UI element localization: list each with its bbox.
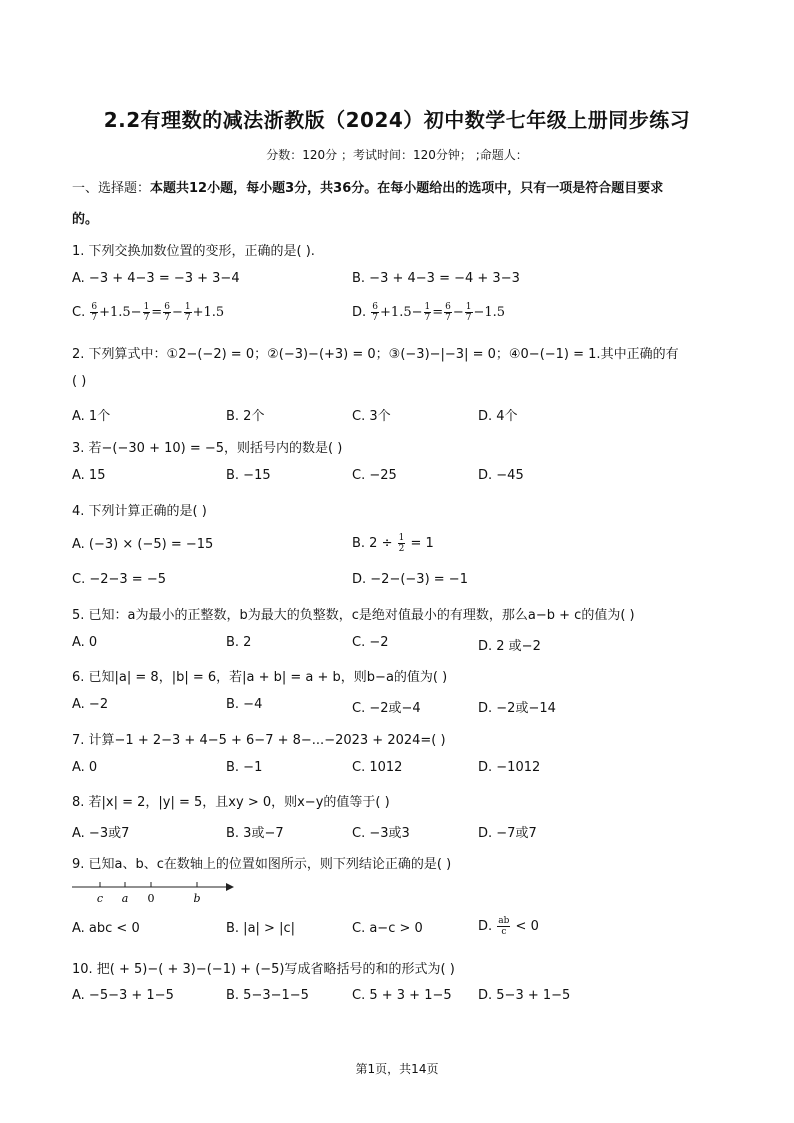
section-desc-cont: 的。 xyxy=(72,212,99,227)
q7-option-d[interactable]: D. −1012 xyxy=(478,760,541,775)
q8-option-b[interactable]: B. 3或−7 xyxy=(226,826,284,841)
q7-option-b[interactable]: B. −1 xyxy=(226,760,263,775)
label-b: b xyxy=(193,892,201,905)
q1d-frac-1: $\frac{6}{7}$ xyxy=(372,302,379,323)
q3-option-a[interactable]: A. 15 xyxy=(72,468,106,483)
q2-option-b[interactable]: B. 2个 xyxy=(226,409,265,424)
q1c-frac-2: $\frac{1}{7}$ xyxy=(143,302,150,323)
q1d-frac-2: $\frac{1}{7}$ xyxy=(424,302,431,323)
q1c-frac-1: $\frac{6}{7}$ xyxy=(91,302,98,323)
q8-option-a[interactable]: A. −3或7 xyxy=(72,826,130,841)
q10-option-c[interactable]: C. 5 + 3 + 1−5 xyxy=(352,988,452,1003)
q3-option-c[interactable]: C. −25 xyxy=(352,468,397,483)
q4-option-b[interactable]: B. 2 ÷ $\frac{1}{2}$ = 1 xyxy=(352,533,434,554)
question-5-stem: 5. 已知：a为最小的正整数，b为最大的负整数，c是绝对值最小的有理数，那么a−b + c的值为( ) xyxy=(72,608,635,623)
q7-option-c[interactable]: C. 1012 xyxy=(352,760,403,775)
q2-option-d[interactable]: D. 4个 xyxy=(478,409,518,424)
label-a: a xyxy=(121,892,129,905)
section-heading xyxy=(72,177,663,196)
number-line-figure xyxy=(68,876,238,910)
q8-option-c[interactable]: C. −3或3 xyxy=(352,826,410,841)
q1-option-c[interactable]: C. $\frac{6}{7}$ +1.5− $\frac{1}{7}$ = $\frac{6}{7}$ − $\frac{1}{7}$ +1.5 xyxy=(72,302,225,323)
label-c: c xyxy=(96,892,104,905)
question-9-stem: 9. 已知a、b、c在数轴上的位置如图所示，则下列结论正确的是( ) xyxy=(72,857,452,872)
q1-option-d[interactable]: D. $\frac{6}{7}$ +1.5− $\frac{1}{7}$ = $\frac{6}{7}$ − $\frac{1}{7}$ −1.5 xyxy=(352,302,506,323)
q4b-fraction: $\frac{1}{2}$ xyxy=(398,533,405,554)
q4-option-d[interactable]: D. −2−(−3) = −1 xyxy=(352,572,468,587)
question-6-stem: 6. 已知|a| = 8，|b| = 6，若|a + b| = a + b，则b−a的值为( ) xyxy=(72,670,448,685)
question-2-stem-cont: ( ) xyxy=(72,374,87,389)
q10-option-b[interactable]: B. 5−3−1−5 xyxy=(226,988,309,1003)
exam-info: 分数：120分 ；考试时间：120分钟； ;命题人： xyxy=(266,148,528,162)
q1c-frac-3: $\frac{6}{7}$ xyxy=(164,302,170,323)
q10-option-a[interactable]: A. −5−3 + 1−5 xyxy=(72,988,174,1003)
q4-option-c[interactable]: C. −2−3 = −5 xyxy=(72,572,166,587)
q6-option-b[interactable]: B. −4 xyxy=(226,697,263,712)
q9d-fraction: $\frac{ab}{c}$ xyxy=(498,916,510,937)
q2-option-c[interactable]: C. 3个 xyxy=(352,409,391,424)
q5-option-d[interactable]: D. 2 或−2 xyxy=(478,639,541,654)
q9-option-d[interactable]: D. $\frac{ab}{c}$ < 0 xyxy=(478,916,539,937)
section-desc: 本题共12小题，每小题3分，共36分。在每小题给出的选项中，只有一项是符合题目要求 xyxy=(150,181,664,196)
question-4-stem: 4. 下列计算正确的是( ) xyxy=(72,504,207,519)
q3-option-b[interactable]: B. −15 xyxy=(226,468,271,483)
q1-option-a[interactable]: A. −3 + 4−3 = −3 + 3−4 xyxy=(72,271,240,286)
question-3-stem: 3. 若−(−30 + 10) = −5，则括号内的数是( ) xyxy=(72,441,343,456)
q9-option-a[interactable]: A. abc < 0 xyxy=(72,921,140,936)
q10-option-d[interactable]: D. 5−3 + 1−5 xyxy=(478,988,571,1003)
q1c-label: C. xyxy=(72,305,86,320)
q5-option-a[interactable]: A. 0 xyxy=(72,635,98,650)
label-zero: 0 xyxy=(147,892,155,905)
q1c-frac-4: $\frac{1}{7}$ xyxy=(184,302,191,323)
section-head: 一、选择题： xyxy=(72,181,151,196)
q6-option-c[interactable]: C. −2或−4 xyxy=(352,701,421,716)
q2-option-a[interactable]: A. 1个 xyxy=(72,409,111,424)
question-7-stem: 7. 计算−1 + 2−3 + 4−5 + 6−7 + 8−...−2023 + 2024=( ) xyxy=(72,733,446,748)
page-footer: 第1页，共14页 xyxy=(355,1062,439,1076)
number-line-arrow xyxy=(226,883,234,891)
q8-option-d[interactable]: D. −7或7 xyxy=(478,826,537,841)
question-1-stem: 1. 下列交换加数位置的变形，正确的是( ). xyxy=(72,244,315,259)
q1d-frac-3: $\frac{6}{7}$ xyxy=(445,302,451,323)
page-title: 2.2有理数的减法浙教版（2024）初中数学七年级上册同步练习 xyxy=(103,108,691,132)
q9-option-b[interactable]: B. |a| > |c| xyxy=(226,921,295,936)
q1d-frac-4: $\frac{1}{7}$ xyxy=(465,302,472,323)
q6-option-a[interactable]: A. −2 xyxy=(72,697,109,712)
q5-option-c[interactable]: C. −2 xyxy=(352,635,389,650)
q1-option-b[interactable]: B. −3 + 4−3 = −4 + 3−3 xyxy=(352,271,520,286)
question-2-stem: 2. 下列算式中：①2−(−2) = 0；②(−3)−(+3) = 0；③(−3)−|−3| = 0；④0−(−1) = 1.其中正确的有 xyxy=(72,347,679,362)
q7-option-a[interactable]: A. 0 xyxy=(72,760,98,775)
question-8-stem: 8. 若|x| = 2，|y| = 5，且xy > 0，则x−y的值等于( ) xyxy=(72,795,390,810)
q4-option-a[interactable]: A. (−3) × (−5) = −15 xyxy=(72,537,214,552)
question-10-stem: 10. 把( + 5)−( + 3)−(−1) + (−5)写成省略括号的和的形式为( ) xyxy=(72,962,455,977)
q3-option-d[interactable]: D. −45 xyxy=(478,468,524,483)
q9-option-c[interactable]: C. a−c > 0 xyxy=(352,921,423,936)
q5-option-b[interactable]: B. 2 xyxy=(226,635,252,650)
q1d-label: D. xyxy=(352,305,367,320)
q6-option-d[interactable]: D. −2或−14 xyxy=(478,701,556,716)
